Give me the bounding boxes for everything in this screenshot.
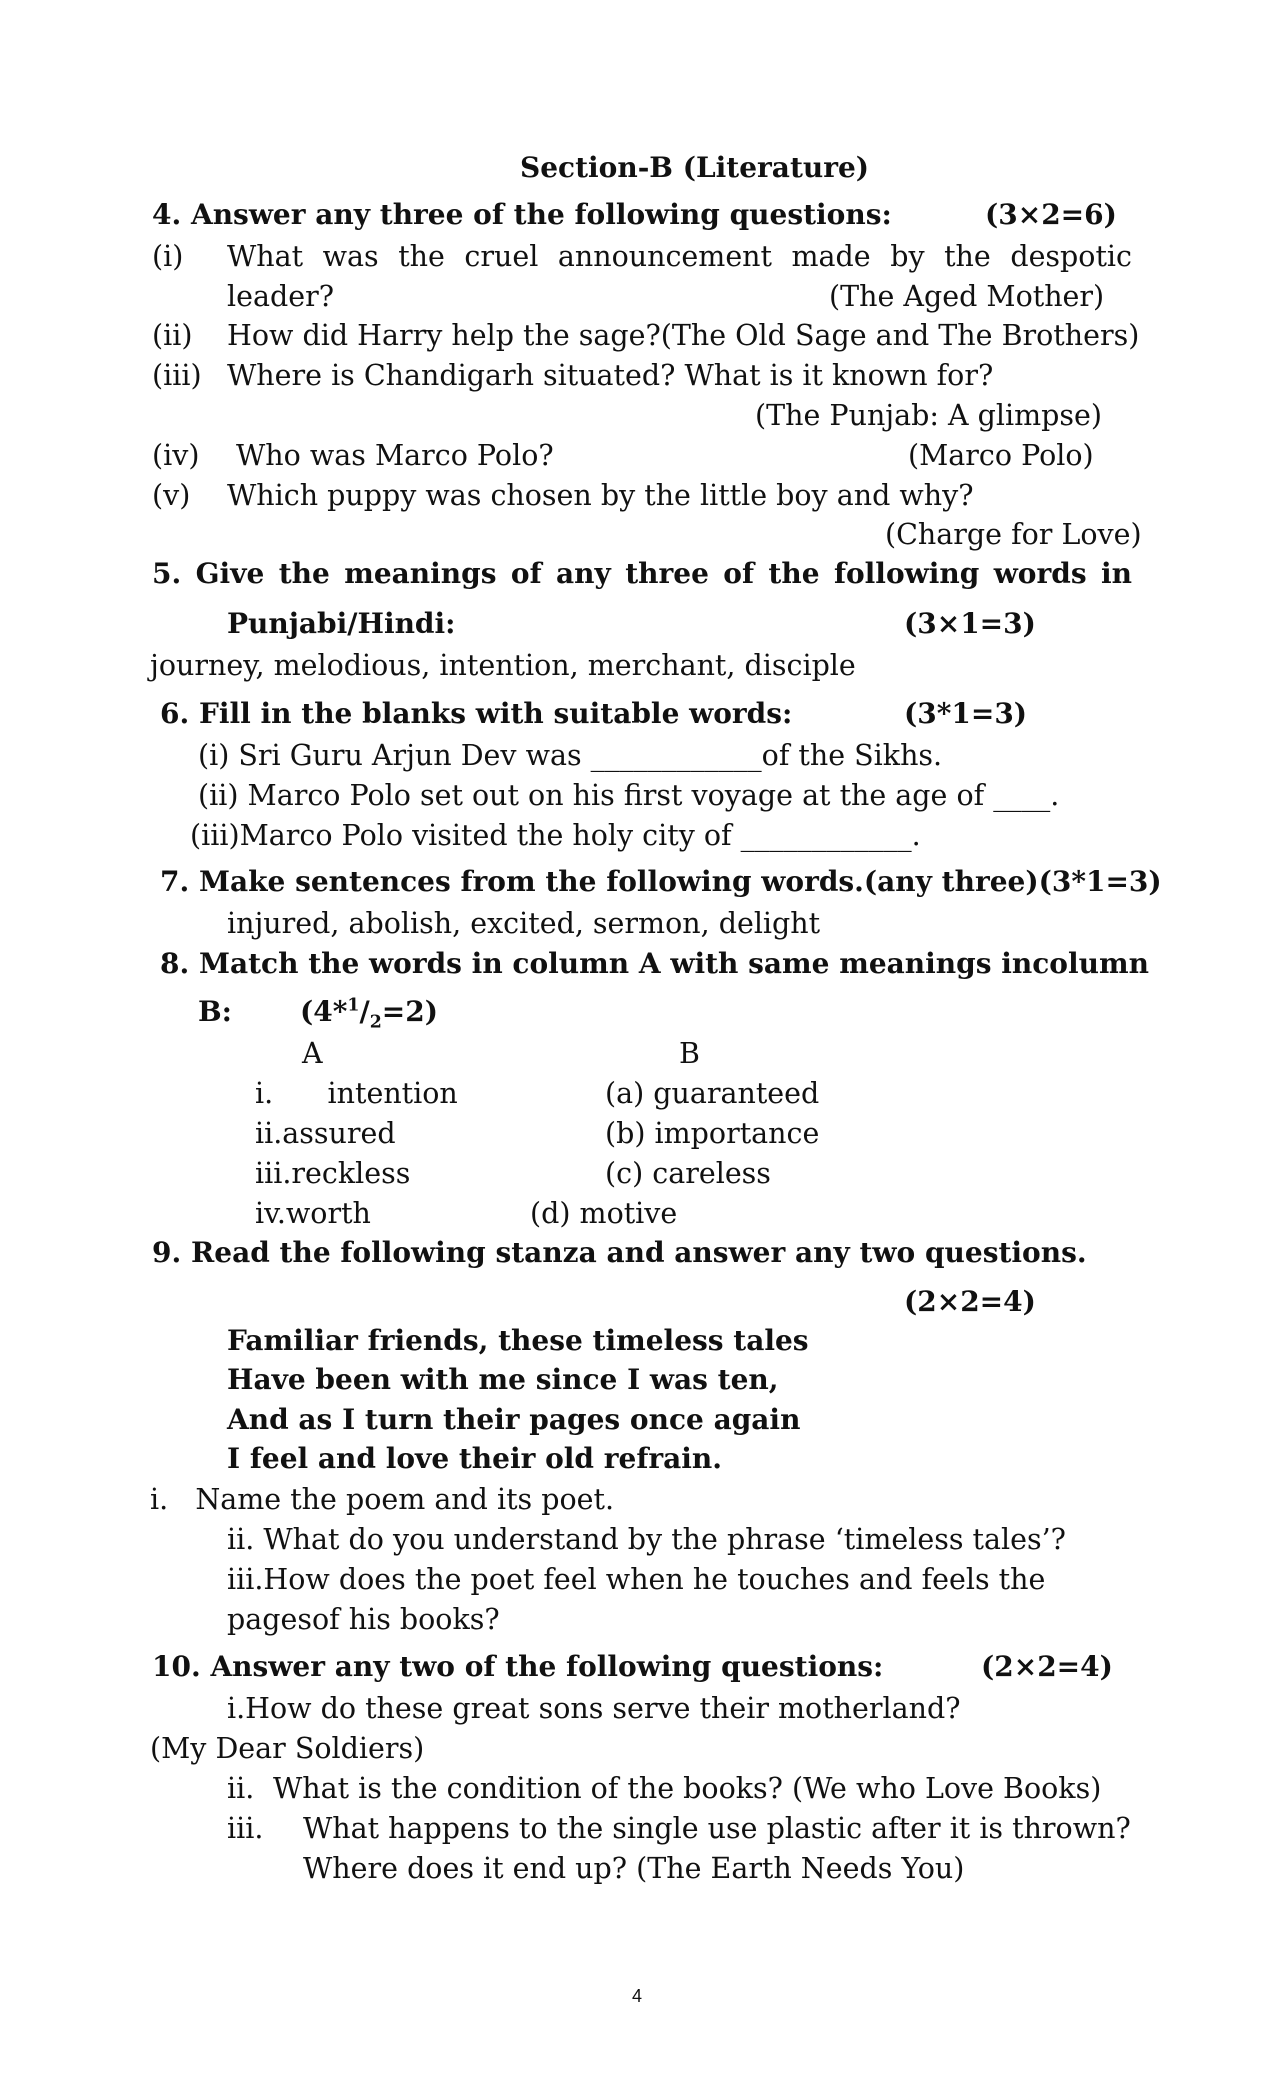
q4-ii-text: How did Harry help the sage?(The Old Sage and The Brothers) (227, 319, 1140, 352)
q7-heading: 7. Make sentences from the following words.(any three)(3*1=3) (160, 865, 1162, 898)
q10-question-ii-text: What is the condition of the books? (We who Love Books) (273, 1772, 1102, 1805)
q5-words: journey, melodious, intention, merchant, disciple (150, 649, 856, 682)
q8-col-a-4: iv.worth (255, 1197, 371, 1230)
q9-question-iii-line2: pagesof his books? (227, 1603, 500, 1636)
q9-marks: (2×2=4) (904, 1285, 1036, 1318)
q4-iii-num: (iii) (152, 359, 202, 392)
q4-v-text: Which puppy was chosen by the little boy and why? (227, 479, 974, 512)
q4-i-num: (i) (152, 240, 184, 273)
q10-heading: 10. Answer any two of the following questions: (152, 1650, 884, 1683)
q6-item-2: (ii) Marco Polo set out on his first voyage at the age of ____. (198, 779, 1060, 812)
q4-iii-source: (The Punjab: A glimpse) (755, 399, 1103, 432)
q4-iv-source: (Marco Polo) (908, 439, 1094, 472)
q8-marks: $(4*^1/_2=2)$ (300, 995, 438, 1033)
q8-col-a-header: A (302, 1037, 323, 1070)
q4-i-line1: What was the cruel announcement made by the despotic (227, 240, 1132, 273)
q4-i-source: (The Aged Mother) (829, 280, 1105, 313)
section-title: Section-B (Literature) (520, 151, 870, 184)
q4-iii-text: Where is Chandigarh situated? What is it known for? (227, 359, 994, 392)
page-number: 4 (632, 1986, 643, 2006)
q4-v-num: (v) (152, 479, 191, 512)
q9-stanza-line-2: Have been with me since I was ten, (227, 1363, 779, 1396)
q4-v-source: (Charge for Love) (885, 518, 1142, 551)
q9-stanza-line-1: Familiar friends, these timeless tales (227, 1324, 809, 1357)
q4-iv-text: Who was Marco Polo? (236, 439, 554, 472)
q8-col-b-2: (b) importance (605, 1117, 820, 1150)
q8-col-b-1: (a) guaranteed (605, 1077, 820, 1110)
q10-marks: (2×2=4) (981, 1650, 1113, 1683)
q4-heading: 4. Answer any three of the following questions: (152, 198, 892, 231)
q6-heading: 6. Fill in the blanks with suitable words: (160, 697, 793, 730)
q8-col-b-4: (d) motive (530, 1197, 678, 1230)
q5-heading-line1: 5. Give the meanings of any three of the following words in (152, 557, 1132, 590)
q4-i-line2: leader? (227, 280, 334, 313)
q10-question-ii-num: ii. (227, 1772, 255, 1805)
q9-question-ii: ii. What do you understand by the phrase ‘timeless tales’? (227, 1523, 1066, 1556)
q8-col-b-3: (c) careless (605, 1157, 771, 1190)
q9-stanza-line-3: And as I turn their pages once again (227, 1403, 801, 1436)
q10-question-iii-line2: Where does it end up? (The Earth Needs You) (303, 1852, 965, 1885)
q9-stanza-line-4: I feel and love their old refrain. (227, 1442, 723, 1475)
q10-question-iii-num: iii. (227, 1812, 264, 1845)
q10-question-i: i.How do these great sons serve their motherland? (227, 1692, 961, 1725)
q4-ii-num: (ii) (152, 319, 193, 352)
q6-item-1: (i) Sri Guru Arjun Dev was ____________of the Sikhs. (198, 739, 943, 772)
q6-marks: (3*1=3) (904, 697, 1028, 730)
q8-col-b-header: B (679, 1037, 700, 1070)
q10-question-i-source: (My Dear Soldiers) (150, 1732, 425, 1765)
q9-question-i: i. Name the poem and its poet. (150, 1483, 615, 1516)
q8-col-a-1: i. intention (255, 1077, 458, 1110)
q7-words: injured, abolish, excited, sermon, delight (227, 907, 821, 940)
q8-col-a-2: ii.assured (255, 1117, 396, 1150)
q4-marks: (3×2=6) (985, 198, 1117, 231)
q10-question-iii-line1: What happens to the single use plastic after it is thrown? (303, 1812, 1131, 1845)
q9-question-iii-line1: iii.How does the poet feel when he touches and feels the (227, 1563, 1046, 1596)
q4-iv-num: (iv) (152, 439, 200, 472)
q8-heading-line1: 8. Match the words in column A with same meanings incolumn (160, 947, 1149, 980)
q5-marks: (3×1=3) (904, 607, 1036, 640)
q8-heading-line2: B: (198, 995, 233, 1028)
q5-heading-line2: Punjabi/Hindi: (227, 607, 456, 640)
q6-item-3: (iii)Marco Polo visited the holy city of ____________. (190, 819, 921, 852)
q8-col-a-3: iii.reckless (255, 1157, 411, 1190)
q9-heading: 9. Read the following stanza and answer any two questions. (152, 1236, 1087, 1269)
